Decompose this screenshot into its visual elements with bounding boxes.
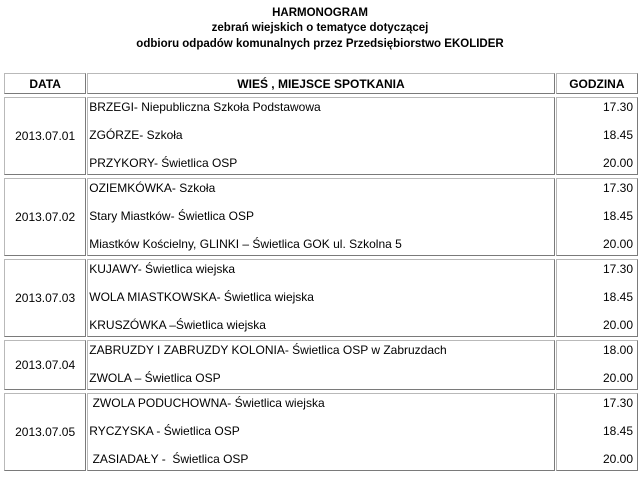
document-subtitle-2: odbioru odpadów komunalnych przez Przedsiębiorstwo EKOLIDER xyxy=(136,38,504,50)
meeting-hour: 18.45 xyxy=(602,209,633,223)
table-row xyxy=(4,97,638,175)
schedule-table-body xyxy=(4,97,638,471)
date-cell: 2013.07.04 xyxy=(4,340,86,390)
meeting-hour: 20.00 xyxy=(602,237,633,251)
meeting-place: WOLA MIASTKOWSKA- Świetlica wiejska xyxy=(89,290,314,304)
meeting-place: ZABRUZDY I ZABRUZDY KOLONIA- Świetlica OSP w Zabruzdach xyxy=(89,343,447,357)
meeting-hour: 17.30 xyxy=(602,100,633,114)
place-cell xyxy=(87,259,554,337)
meeting-place: ZWOLA PODUCHOWNA- Świetlica wiejska xyxy=(89,396,325,410)
place-cell xyxy=(87,178,554,256)
place-cell xyxy=(87,340,554,390)
meeting-hour: 20.00 xyxy=(602,318,633,332)
meeting-hour: 20.00 xyxy=(602,156,633,170)
meeting-place: Miastków Kościelny, GLINKI – Świetlica GOK ul. Szkolna 5 xyxy=(89,237,402,251)
column-header-place: WIEŚ , MIEJSCE SPOTKANIA xyxy=(87,73,554,94)
meeting-hour: 20.00 xyxy=(602,452,633,466)
meeting-hour: 17.30 xyxy=(602,181,633,195)
meeting-place: KRUSZÓWKA –Świetlica wiejska xyxy=(89,318,266,332)
date-cell: 2013.07.03 xyxy=(4,259,86,337)
meeting-hour: 18.45 xyxy=(602,424,633,438)
table-header-row xyxy=(4,73,638,94)
place-cell xyxy=(87,97,554,175)
meeting-place: PRZYKORY- Świetlica OSP xyxy=(89,156,238,170)
table-row xyxy=(4,393,638,471)
table-row xyxy=(4,178,638,256)
document-subtitle: zebrań wiejskich o tematyce dotyczącej xyxy=(211,22,429,34)
schedule-table-wrapper xyxy=(3,70,637,474)
meeting-hour: 17.30 xyxy=(602,396,633,410)
document-title: HARMONOGRAM xyxy=(272,7,368,19)
meeting-hour: 18.45 xyxy=(602,128,633,142)
hour-cell xyxy=(556,340,638,390)
meeting-place: Stary Miastków- Świetlica OSP xyxy=(89,209,254,223)
column-header-hour: GODZINA xyxy=(556,73,638,94)
meeting-hour: 18.45 xyxy=(602,290,633,304)
table-row xyxy=(4,340,638,390)
meeting-place: ZGÓRZE- Szkoła xyxy=(89,128,183,142)
meeting-place: RYCZYSKA - Świetlica OSP xyxy=(89,424,240,438)
meeting-hour: 18.00 xyxy=(602,343,633,357)
meeting-place: ZWOLA – Świetlica OSP xyxy=(89,371,221,385)
date-cell: 2013.07.01 xyxy=(4,97,86,175)
meeting-place: KUJAWY- Świetlica wiejska xyxy=(89,262,236,276)
date-cell: 2013.07.05 xyxy=(4,393,86,471)
hour-cell xyxy=(556,393,638,471)
meeting-place: ZASIADAŁY - Świetlica OSP xyxy=(89,452,249,466)
place-cell xyxy=(87,393,554,471)
schedule-table xyxy=(3,70,639,474)
hour-cell xyxy=(556,97,638,175)
meeting-hour: 20.00 xyxy=(602,371,633,385)
hour-cell xyxy=(556,178,638,256)
meeting-place: BRZEGI- Niepubliczna Szkoła Podstawowa xyxy=(89,100,321,114)
column-header-date: DATA xyxy=(4,73,86,94)
meeting-place: OZIEMKÓWKA- Szkoła xyxy=(89,181,216,195)
hour-cell xyxy=(556,259,638,337)
meeting-hour: 17.30 xyxy=(602,262,633,276)
table-row xyxy=(4,259,638,337)
date-cell: 2013.07.02 xyxy=(4,178,86,256)
